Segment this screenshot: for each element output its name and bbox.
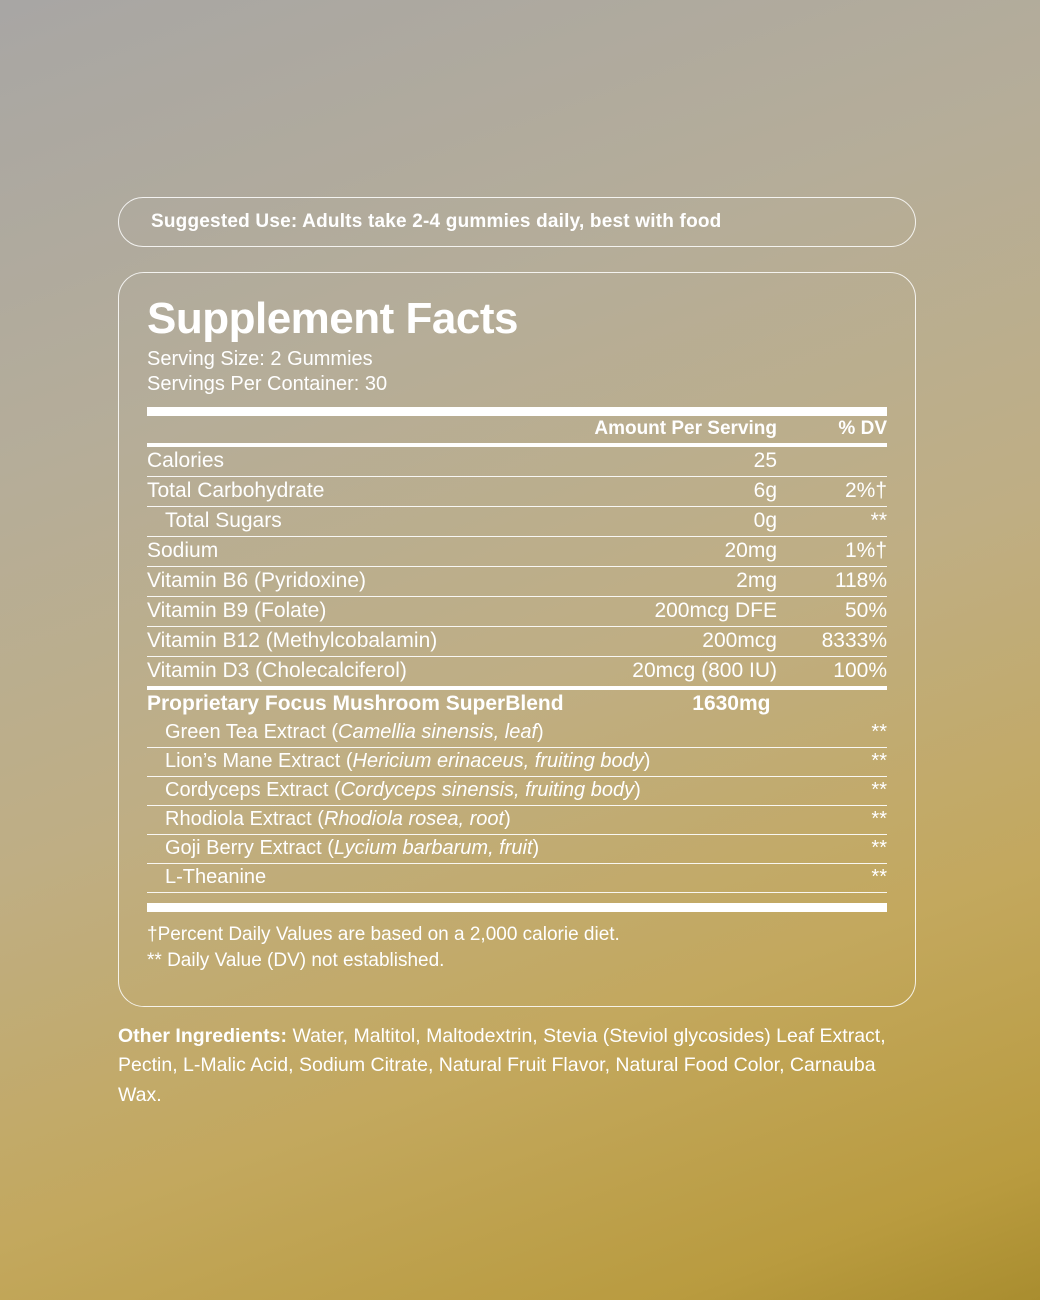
- ingredient-name: [147, 835, 692, 864]
- other-ingredients: [118, 1022, 918, 1110]
- list-item: [147, 806, 887, 835]
- ingredient-dv: **: [777, 777, 887, 806]
- ingredient-latin: Hericium erinaceus, fruiting body: [352, 750, 644, 773]
- blend-table: [147, 690, 887, 893]
- row-name: Vitamin B6 (Pyridoxine): [147, 567, 567, 597]
- ingredient-latin: Lycium barbarum, fruit: [333, 837, 533, 860]
- table-row: [147, 567, 887, 597]
- list-item: [147, 835, 887, 864]
- row-dv: 1%†: [777, 537, 887, 567]
- ingredient-name: [147, 806, 692, 835]
- footnote-daily-values: †Percent Daily Values are based on a 2,000 calorie diet.: [147, 924, 620, 946]
- other-ingredients-text: Water, Maltitol, Maltodextrin, Stevia (Steviol glycosides) Leaf Extract, Pectin, L-Malic Acid, Sodium Citrate, Natural Fruit Flavor, Natural Food Color, Carnauba Wax.: [118, 1025, 886, 1106]
- other-ingredients-label: Other Ingredients:: [118, 1025, 288, 1047]
- row-name: Sodium: [147, 537, 567, 567]
- table-row: [147, 657, 887, 687]
- row-dv: 100%: [833, 659, 887, 683]
- list-item: [147, 777, 887, 806]
- row-amount: 25: [567, 447, 777, 477]
- list-item: [147, 748, 887, 777]
- row-amount: 6g: [567, 477, 777, 507]
- suggested-use-text: Suggested Use: Adults take 2-4 gummies daily, best with food: [151, 211, 722, 232]
- ingredient-name: [147, 777, 692, 806]
- suggested-use-banner: [118, 197, 916, 247]
- ingredient-common: Rhodiola Extract (: [165, 808, 324, 831]
- page-title: Supplement Facts: [147, 294, 518, 343]
- row-amount: 200mcg DFE: [567, 597, 777, 627]
- row-dv: 2%†: [777, 477, 887, 507]
- ingredient-common: Green Tea Extract (: [165, 721, 339, 744]
- header-amount-per-serving: Amount Per Serving: [594, 418, 777, 440]
- ingredient-dv: **: [777, 864, 887, 893]
- table-row: [147, 507, 887, 537]
- ingredient-tail: ): [634, 779, 641, 802]
- row-amount: 0g: [567, 507, 777, 537]
- table-header-row: [147, 416, 887, 443]
- blend-dv: [777, 690, 887, 719]
- servings-per-container: Servings Per Container: 30: [147, 373, 388, 396]
- row-name: Total Carbohydrate: [147, 477, 567, 507]
- ingredient-amount: [692, 748, 777, 777]
- ingredient-amount: [692, 864, 777, 893]
- row-name: Vitamin D3 (Cholecalciferol): [147, 659, 407, 683]
- ingredient-common: Cordyceps Extract (: [165, 779, 341, 802]
- row-amount: 20mcg (800 IU): [632, 659, 777, 683]
- row-amount: 20mg: [567, 537, 777, 567]
- row-name: Calories: [147, 447, 567, 477]
- table-row: [147, 477, 887, 507]
- row-dv: 8333%: [777, 627, 887, 657]
- table-row: [147, 537, 887, 567]
- header-percent-dv: % DV: [838, 418, 887, 440]
- ingredient-name: [147, 719, 692, 748]
- supplement-facts-panel: [118, 272, 916, 1007]
- nutrition-table: [147, 416, 887, 443]
- row-dv: [777, 447, 887, 477]
- table-row: [147, 627, 887, 657]
- divider-thick-bottom: [147, 903, 887, 912]
- ingredient-common: L-Theanine: [165, 866, 267, 889]
- ingredient-amount: [692, 835, 777, 864]
- ingredient-common: Lion’s Mane Extract (: [165, 750, 353, 773]
- nutrition-rows: [147, 447, 887, 686]
- ingredient-dv: **: [777, 748, 887, 777]
- ingredient-dv: **: [777, 719, 887, 748]
- ingredient-tail: ): [504, 808, 511, 831]
- blend-name: Proprietary Focus Mushroom SuperBlend: [147, 692, 564, 716]
- row-dv: 118%: [777, 567, 887, 597]
- row-dv: 50%: [777, 597, 887, 627]
- ingredient-common: Goji Berry Extract (: [165, 837, 334, 860]
- table-row: [147, 447, 887, 477]
- ingredient-amount: [692, 777, 777, 806]
- ingredient-tail: ): [532, 837, 540, 860]
- table-row: [147, 597, 887, 627]
- serving-size: Serving Size: 2 Gummies: [147, 348, 373, 371]
- ingredient-tail: ): [537, 721, 544, 744]
- ingredient-name: [147, 864, 692, 893]
- footnotes: [147, 912, 887, 973]
- ingredient-latin: Rhodiola rosea, root: [323, 808, 505, 831]
- list-item: [147, 864, 887, 893]
- row-name: Total Sugars: [147, 507, 567, 537]
- row-amount: 200mcg: [567, 627, 777, 657]
- ingredient-dv: **: [777, 835, 887, 864]
- blend-amount: 1630mg: [692, 692, 771, 716]
- ingredient-name: [147, 748, 692, 777]
- footnote-dv-not-established: ** Daily Value (DV) not established.: [147, 950, 445, 972]
- row-amount: 2mg: [567, 567, 777, 597]
- row-dv: **: [777, 507, 887, 537]
- ingredient-dv: **: [777, 806, 887, 835]
- list-item: [147, 719, 887, 748]
- ingredient-latin: Cordyceps sinensis, fruiting body: [340, 779, 635, 802]
- ingredient-tail: ): [643, 750, 651, 773]
- row-name: Vitamin B9 (Folate): [147, 597, 567, 627]
- blend-header-row: [147, 690, 887, 719]
- ingredient-amount: [692, 719, 777, 748]
- row-name: Vitamin B12 (Methylcobalamin): [147, 627, 567, 657]
- ingredient-latin: Camellia sinensis, leaf: [338, 721, 538, 744]
- ingredient-amount: [692, 806, 777, 835]
- divider-thick-top: [147, 407, 887, 416]
